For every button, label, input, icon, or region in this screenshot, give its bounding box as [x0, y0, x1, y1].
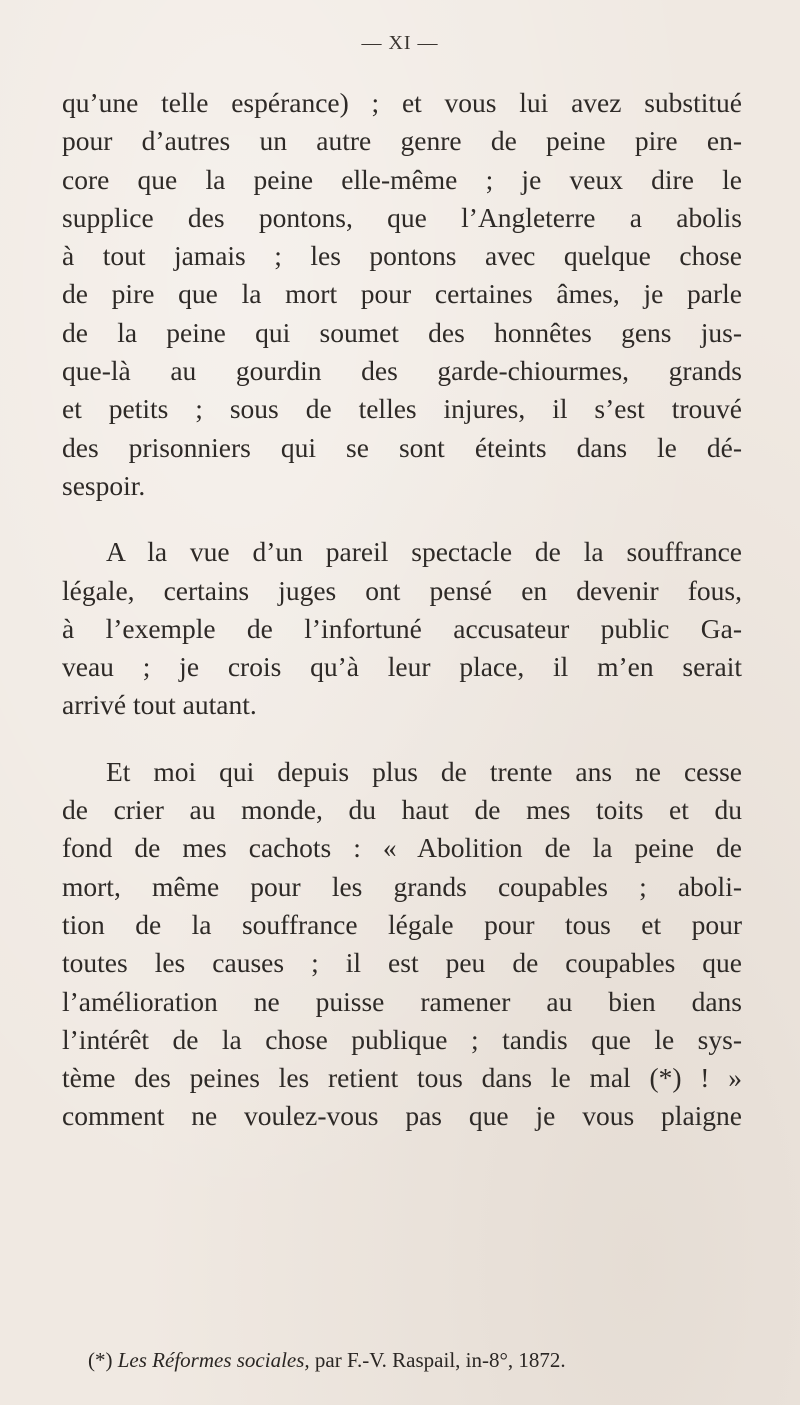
text-line: supplice des pontons, que l’Angleterre a abolis [62, 201, 742, 233]
text-line: toutes les causes ; il est peu de coupables que [62, 947, 742, 979]
text-line: arrivé tout autant. [62, 689, 257, 721]
text-line: de crier au monde, du haut de mes toits et du [62, 794, 742, 826]
text-line: core que la peine elle-même ; je veux dire le [62, 163, 742, 195]
text-line: comment ne voulez-vous pas que je vous plaigne [62, 1100, 742, 1132]
text-line: à tout jamais ; les pontons avec quelque chose [62, 240, 742, 272]
footnote-details: par F.-V. Raspail, in-8°, 1872. [314, 1348, 566, 1372]
text-line: pour d’autres un autre genre de peine pire en- [62, 125, 742, 157]
paragraph-1 [62, 84, 742, 505]
text-line: à l’exemple de l’infortuné accusateur public Ga- [62, 612, 742, 644]
text-line: sespoir. [62, 469, 146, 501]
text-line: des prisonniers qui se sont éteints dans le dé- [62, 431, 742, 463]
text-line: qu’une telle espérance) ; et vous lui avez substitué [62, 87, 742, 118]
paragraph-gap [62, 725, 742, 753]
text-line: de pire que la mort pour certaines âmes, je parle [62, 278, 742, 310]
footnote-marker: (*) [88, 1348, 113, 1372]
text-line: de la peine qui soumet des honnêtes gens jus- [62, 316, 742, 348]
text-line: légale, certains juges ont pensé en devenir fous, [62, 574, 742, 606]
paragraph-2 [62, 533, 742, 724]
paragraph-3 [62, 753, 742, 1136]
text-line: fond de mes cachots : « Abolition de la peine de [62, 832, 742, 864]
text-line: tion de la souffrance légale pour tous et pour [62, 908, 742, 940]
text-line: Et moi qui depuis plus de trente ans ne cesse [106, 755, 742, 787]
body-text [62, 84, 742, 1136]
footnote [88, 1348, 748, 1373]
text-line: l’amélioration ne puisse ramener au bien dans [62, 985, 742, 1017]
paragraph-gap [62, 505, 742, 533]
text-line: tème des peines les retient tous dans le mal (*) ! » [62, 1062, 742, 1094]
text-line: l’intérêt de la chose publique ; tandis que le sys- [62, 1023, 742, 1055]
text-line: mort, même pour les grands coupables ; aboli- [62, 870, 742, 902]
text-line: et petits ; sous de telles injures, il s’est trouvé [62, 393, 742, 425]
page-header: — XI — [361, 32, 439, 54]
footnote-book-title: Les Réformes sociales, [117, 1348, 310, 1372]
text-line: veau ; je crois qu’à leur place, il m’en serait [62, 651, 742, 683]
text-line: A la vue d’un pareil spectacle de la souffrance [106, 536, 742, 568]
text-line: que-là au gourdin des garde-chiourmes, grands [62, 355, 742, 387]
